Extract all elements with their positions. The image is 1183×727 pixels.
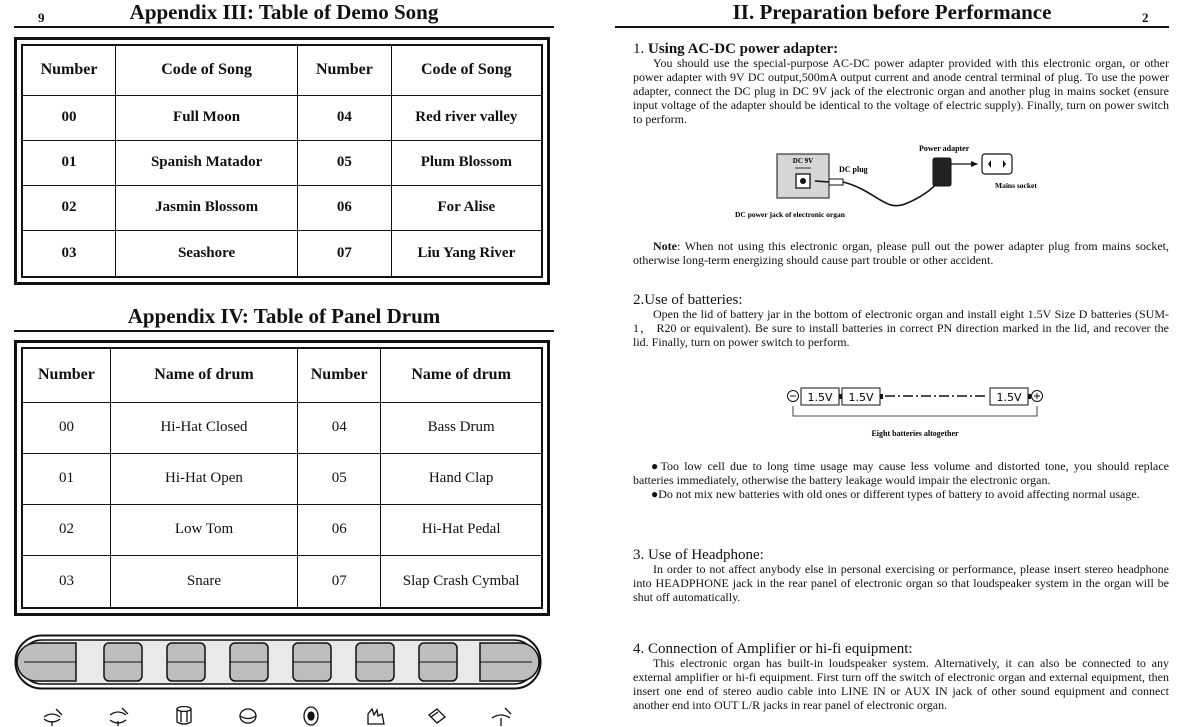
left-page-number: 9 [38, 10, 45, 25]
song-name: Spanish Matador [116, 140, 298, 185]
drum-number: 05 [298, 453, 381, 504]
battery-label: 1.5V [848, 391, 874, 404]
battery-label: 1.5V [996, 391, 1022, 404]
song-number: 00 [22, 95, 116, 140]
panel-drum-table [21, 347, 543, 609]
note-text [633, 239, 1169, 267]
power-adapter-label: Power adapter [919, 144, 970, 153]
song-name: Liu Yang River [391, 231, 542, 277]
battery-diagram [785, 386, 1055, 442]
song-name: Plum Blossom [391, 140, 542, 185]
drum-number: 04 [298, 402, 381, 453]
song-name: Red river valley [391, 95, 542, 140]
hi-hat-open-icon [110, 708, 128, 726]
column-header: Code of Song [116, 45, 298, 95]
hand-clap-icon [368, 709, 384, 724]
bass-drum-icon [304, 707, 318, 725]
right-page-title: II. Preparation before Performance [615, 0, 1169, 28]
song-name: Seashore [116, 231, 298, 277]
section-headphone [633, 548, 1169, 604]
appendix4-title: Appendix IV: Table of Panel Drum [14, 304, 554, 332]
column-header: Code of Song [391, 45, 542, 95]
section-body: You should use the special-purpose AC-DC power adapter provided with this electronic organ, or other power adapter with 9V DC output,500mA output current and anode central terminal of plug. To use the power adapter, connect the DC plug in DC 9V jack of the electronic organ and another plug in mains socket (ensure input voltage of the adapter should be identical to the voltage of electric supply). Finally, turn on power switch to perform. [633, 56, 1169, 126]
snare-icon [240, 709, 256, 723]
drum-number: 07 [298, 555, 381, 608]
battery-warning-2: ●Do not mix new batteries with old ones or different types of battery to avoid affecting normal usage. [651, 487, 1140, 501]
song-number: 05 [298, 140, 392, 185]
drum-number: 06 [298, 504, 381, 555]
low-tom-icon [177, 707, 191, 725]
section-heading: 3. Use of Headphone: [633, 547, 764, 563]
drum-pad-strip [14, 634, 542, 690]
drum-pad[interactable] [293, 643, 331, 681]
table-row [22, 504, 542, 555]
demo-song-table-frame [14, 37, 550, 285]
drum-pad[interactable] [356, 643, 394, 681]
hi-hat-pedal-icon [429, 709, 445, 723]
song-number: 07 [298, 231, 392, 277]
crash-cymbal-icon [492, 708, 511, 726]
column-header: Number [22, 45, 116, 95]
drum-name: Low Tom [110, 504, 297, 555]
table-row [22, 140, 542, 185]
column-header: Number [298, 45, 392, 95]
song-number: 04 [298, 95, 392, 140]
section-heading: 4. Connection of Amplifier or hi-fi equipment: [633, 641, 913, 657]
demo-song-header-row [22, 45, 542, 95]
section-amplifier [633, 642, 1169, 712]
drum-number: 03 [22, 555, 110, 608]
drum-name: Hi-Hat Open [110, 453, 297, 504]
demo-song-table [21, 44, 543, 278]
section-title [633, 42, 1169, 56]
section-number: 1. [633, 41, 645, 57]
section-heading: Using AC-DC power adapter: [648, 41, 839, 57]
drum-number: 01 [22, 453, 110, 504]
section-batteries [633, 293, 1169, 349]
drum-pad[interactable] [419, 643, 457, 681]
battery-label: 1.5V [807, 391, 833, 404]
drum-pad[interactable] [167, 643, 205, 681]
drum-icon-row [14, 704, 542, 726]
drum-name: Hi-Hat Pedal [381, 504, 542, 555]
drum-pad[interactable] [17, 643, 76, 681]
mains-socket-label: Mains socket [995, 181, 1037, 190]
drum-name: Snare [110, 555, 297, 608]
column-header: Number [298, 348, 381, 402]
power-adapter-diagram [735, 142, 1055, 222]
section-adapter [633, 42, 1169, 126]
drum-number: 02 [22, 504, 110, 555]
battery-caption: Eight batteries altogether [871, 429, 959, 438]
column-header: Name of drum [381, 348, 542, 402]
appendix3-title: Appendix III: Table of Demo Song [14, 0, 554, 28]
column-header: Name of drum [110, 348, 297, 402]
drum-pad[interactable] [104, 643, 142, 681]
adapter-note [633, 239, 1169, 267]
song-number: 01 [22, 140, 116, 185]
table-row [22, 453, 542, 504]
drum-pad[interactable] [480, 643, 539, 681]
section-body: This electronic organ has built-in loudspeaker system. Alternatively, it can also be connected to any external amplifier or hi-fi equipment. First turn off the switch of electronic organ and external equipment, then insert one end of stereo audio cable into LINE IN or AUX IN jack of other sound equipment and connect another end into OUT L/R jacks in rear panel of electronic organ. [633, 656, 1169, 712]
jack-caption: DC power jack of electronic organ [735, 210, 845, 219]
panel-drum-header-row [22, 348, 542, 402]
column-header: Number [22, 348, 110, 402]
song-name: Full Moon [116, 95, 298, 140]
battery-warning-1: ●Too low cell due to long time usage may cause less volume and distorted tone, you should replace batteries immediately, otherwise the battery leakage would impair the electronic organ. [633, 459, 1169, 487]
table-row [22, 95, 542, 140]
song-number: 06 [298, 185, 392, 230]
song-number: 03 [22, 231, 116, 277]
song-name: For Alise [391, 185, 542, 230]
battery-warnings [633, 459, 1169, 501]
section-heading: 2.Use of batteries: [633, 292, 743, 308]
song-number: 02 [22, 185, 116, 230]
table-row [22, 231, 542, 277]
table-row [22, 185, 542, 230]
note-body: : When not using this electronic organ, please pull out the power adapter plug from mains socket, otherwise long-term energizing should cause part trouble or other accident. [633, 239, 1169, 267]
dc-plug-label: DC plug [839, 165, 868, 174]
table-row [22, 402, 542, 453]
hi-hat-closed-icon [44, 709, 62, 726]
right-page-number: 2 [1142, 10, 1149, 25]
table-row [22, 555, 542, 608]
drum-name: Hi-Hat Closed [110, 402, 297, 453]
drum-name: Bass Drum [381, 402, 542, 453]
section-body: In order to not affect anybody else in personal exercising or performance, please insert stereo headphone into HEADPHONE jack in the rear panel of electronic organ so that loudspeaker system in the organ will be shut off automatically. [633, 562, 1169, 604]
panel-drum-table-frame [14, 340, 550, 616]
jack-label: DC 9V [792, 157, 814, 165]
section-body: Open the lid of battery jar in the bottom of electronic organ and install eight 1.5V Size D batteries (SUM-1， R20 or equivalent). Be sure to install batteries in correct PN direction marked in the lid, and recover the lid. Finally, turn on power switch to perform. [633, 307, 1169, 349]
drum-number: 00 [22, 402, 110, 453]
song-name: Jasmin Blossom [116, 185, 298, 230]
drum-name: Hand Clap [381, 453, 542, 504]
note-label: Note [653, 239, 677, 253]
drum-pad[interactable] [230, 643, 268, 681]
drum-name: Slap Crash Cymbal [381, 555, 542, 608]
